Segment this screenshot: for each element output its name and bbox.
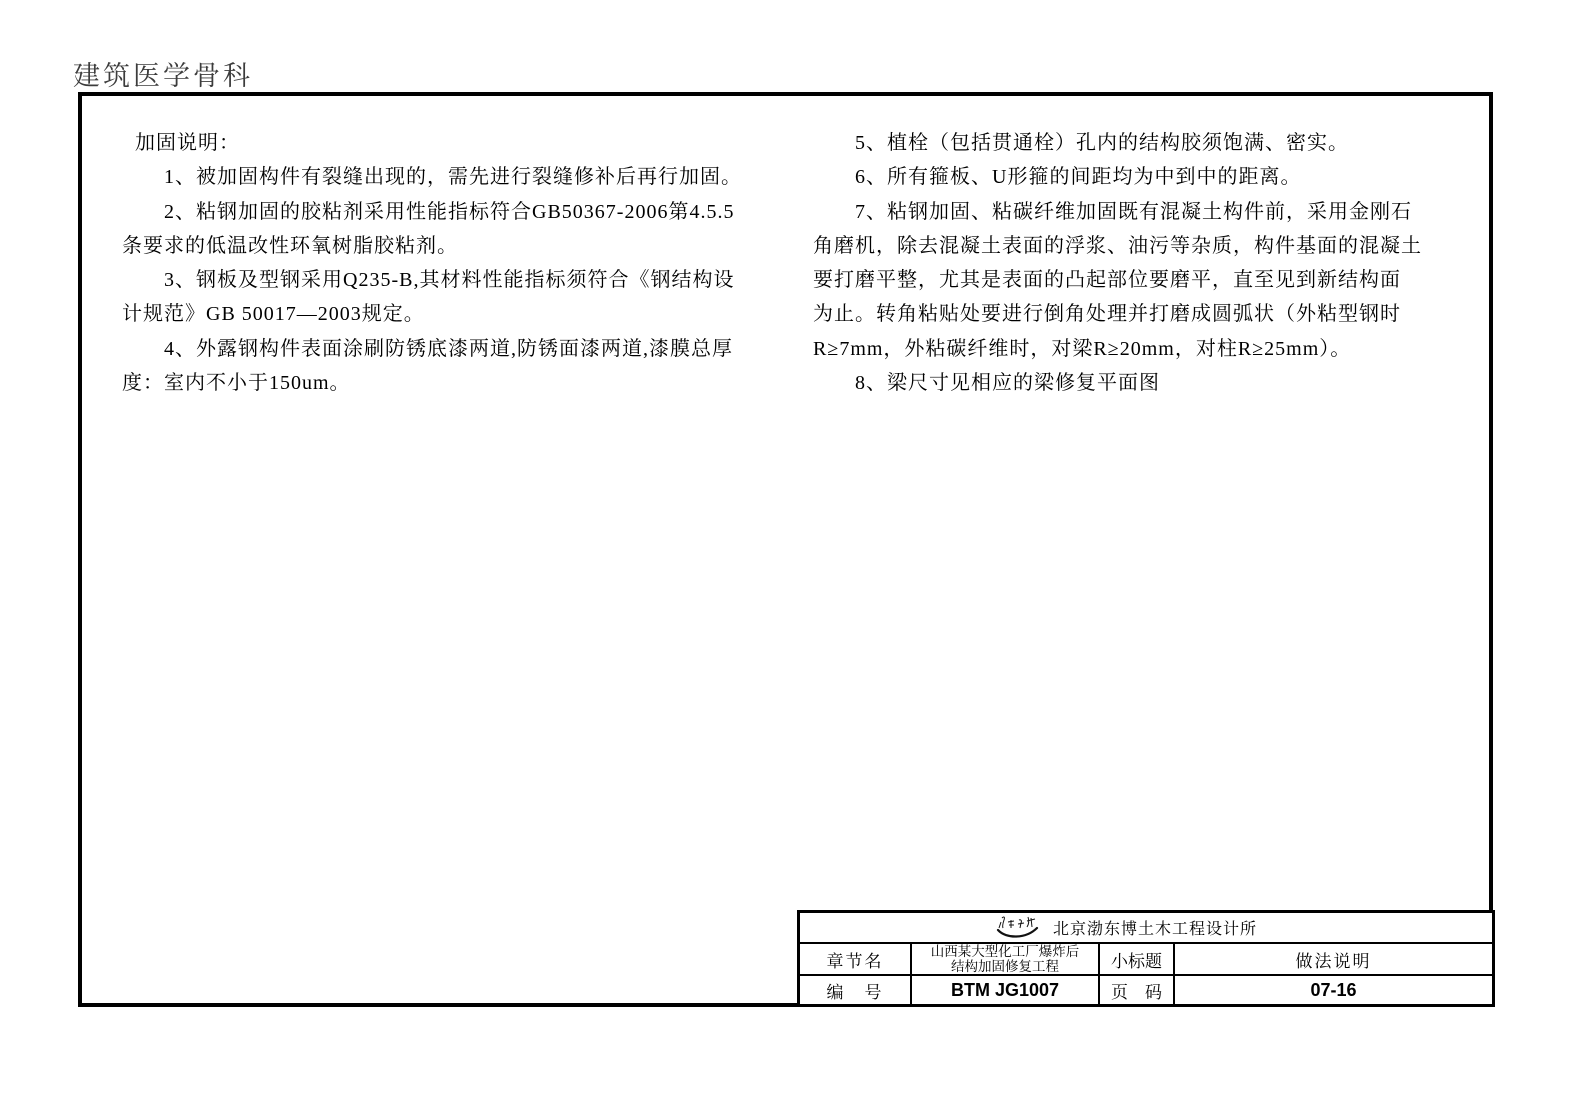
note-line: 为止。转角粘贴处要进行倒角处理并打磨成圆弧状（外粘型钢时 <box>813 303 1401 326</box>
number-value: BTM JG1007 <box>912 976 1100 1004</box>
notes-right-column <box>813 126 1465 400</box>
note-line: 8、梁尺寸见相应的梁修复平面图 <box>813 372 1160 395</box>
notes-heading: 加固说明： <box>135 132 240 154</box>
note-line: 4、外露钢构件表面涂刷防锈底漆两道,防锈面漆两道,漆膜总厚 <box>122 337 733 360</box>
title-block-row-number <box>800 976 1492 1004</box>
note-line: 1、被加固构件有裂缝出现的，需先进行裂缝修补后再行加固。 <box>122 166 742 189</box>
note-line: 计规范》GB 50017—2003规定。 <box>122 303 425 326</box>
title-block <box>797 910 1495 1007</box>
company-name: 北京渤东博土木工程设计所 <box>1052 921 1257 938</box>
note-line: 5、植栓（包括贯通栓）孔内的结构胶须饱满、密实。 <box>813 132 1349 154</box>
note-line: 条要求的低温改性环氧树脂胶粘剂。 <box>122 234 458 257</box>
note-line: 2、粘钢加固的胶粘剂采用性能指标符合GB50367-2006第4.5.5 <box>122 200 735 223</box>
note-line: 角磨机，除去混凝土表面的浮浆、油污等杂质，构件基面的混凝土 <box>813 234 1422 257</box>
number-label: 编 号 <box>800 976 912 1004</box>
note-line: 要打磨平整，尤其是表面的凸起部位要磨平，直至见到新结构面 <box>813 269 1401 292</box>
note-line: 3、钢板及型钢采用Q235-B,其材料性能指标须符合《钢结构设 <box>122 269 735 292</box>
subtitle-value: 做法说明 <box>1295 951 1372 971</box>
notes-left-column <box>122 126 774 400</box>
chapter-value-line2: 结构加固修复工程 <box>951 959 1059 974</box>
page-label: 页 码 <box>1100 976 1175 1004</box>
subtitle-label: 小标题 <box>1100 944 1175 974</box>
chapter-value-line1: 山西某大型化工厂爆炸后 <box>930 944 1080 959</box>
note-line: 7、粘钢加固、粘碳纤维加固既有混凝土构件前，采用金刚石 <box>813 200 1412 223</box>
note-line: 6、所有箍板、U形箍的间距均为中到中的距离。 <box>813 166 1302 189</box>
page-header-text: 建筑医学骨科 <box>73 61 253 91</box>
signature-seal-icon <box>995 915 1041 941</box>
note-line: R≥7mm，外粘碳纤维时，对梁R≥20mm，对柱R≥25mm）。 <box>813 337 1352 360</box>
chapter-label: 章节名 <box>800 944 912 974</box>
page-value: 07-16 <box>1310 979 1357 1000</box>
title-block-row-chapter <box>800 944 1492 976</box>
title-block-company-row <box>800 913 1492 944</box>
note-line: 度：室内不小于150um。 <box>122 372 351 395</box>
chapter-value <box>912 944 1100 974</box>
